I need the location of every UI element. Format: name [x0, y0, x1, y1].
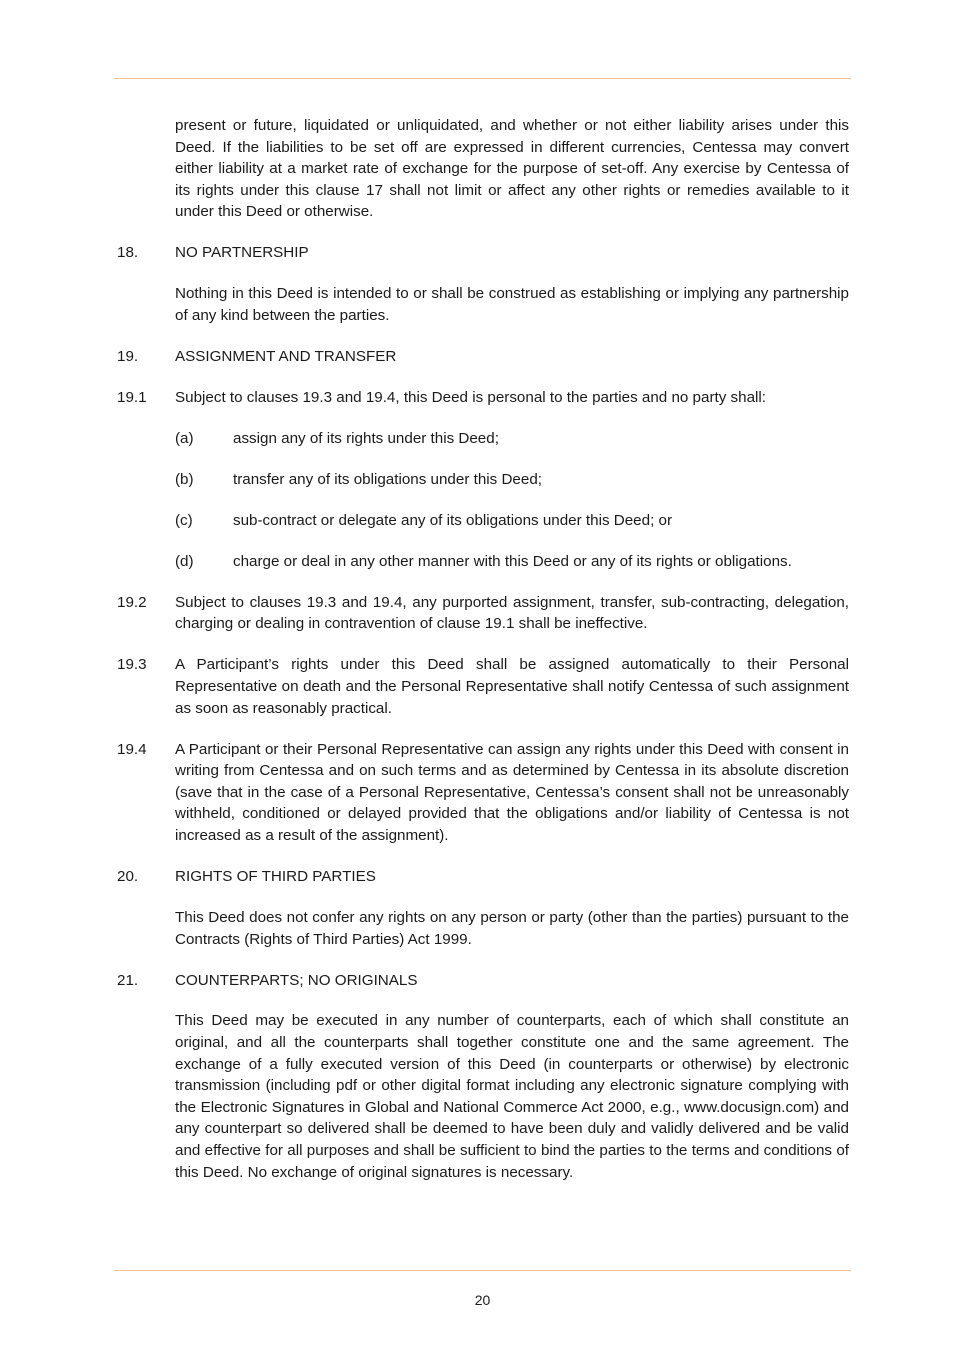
footer-rule: [114, 1270, 851, 1271]
subclause-text: A Participant or their Personal Representative can assign any rights under this Deed with consent in writing from Centessa and on such terms and as determined by Centessa in its absolute discretion (save that in the case of a Personal Representative, Centessa’s consent shall not be unreasonably withheld, conditioned or delayed provided that the obligations and/or liability of Centessa is not increased as a result of the assignment).: [175, 740, 849, 844]
list-item-text: charge or deal in any other manner with this Deed or any of its rights or obligations.: [233, 552, 792, 570]
list-item-text: sub-contract or delegate any of its obligations under this Deed; or: [233, 511, 673, 529]
document-body: [117, 115, 849, 1183]
clause-19-2: [117, 592, 849, 635]
clause-heading: COUNTERPARTS; NO ORIGINALS: [175, 971, 418, 989]
list-item: [175, 510, 849, 532]
list-item-label: (b): [175, 470, 194, 488]
clause-heading: RIGHTS OF THIRD PARTIES: [175, 867, 376, 885]
header-rule: [114, 78, 851, 79]
clause-heading: ASSIGNMENT AND TRANSFER: [175, 347, 397, 365]
clause-20-heading: [117, 866, 849, 888]
list-item-label: (d): [175, 552, 194, 570]
clause-17-continuation: present or future, liquidated or unliquidated, and whether or not either liability arises under this Deed. If the liabilities to be set off are expressed in different currencies, Centessa may convert either liability at a market rate of exchange for the purpose of set-off. Any exercise by Centessa of its rights under this clause 17 shall not limit or affect any other rights or remedies available to it under this Deed or otherwise.: [175, 117, 849, 221]
clause-18-body: Nothing in this Deed is intended to or shall be construed as establishing or implying any partnership of any kind between the parties.: [175, 285, 849, 324]
list-item-label: (a): [175, 429, 194, 447]
clause-20-body: This Deed does not confer any rights on any person or party (other than the parties) pursuant to the Contracts (Rights of Third Parties) Act 1999.: [175, 908, 849, 948]
clause-19-1: [117, 387, 849, 409]
clause-19-heading: [117, 346, 849, 368]
clause-21-heading: [117, 970, 849, 992]
clause-19-4: [117, 739, 849, 847]
list-item: [175, 551, 849, 573]
list-item-text: transfer any of its obligations under this Deed;: [233, 470, 542, 488]
clause-number: 19.: [117, 347, 139, 365]
clause-21-body: This Deed may be executed in any number of counterparts, each of which shall constitute an original, and all the counterparts shall together constitute one and the same agreement. The exchange of a fully executed version of this Deed (in counterparts or otherwise) by electronic transmission (including pdf or other digital format including any electronic signature complying with the Electronic Signatures in Global and National Commerce Act 2000, e.g., www.docusign.com) and any counterpart so delivered shall be deemed to have been duly and validly delivered and be valid and effective for all purposes and shall be sufficient to bind the parties to the terms and conditions of this Deed. No exchange of original signatures is necessary.: [175, 1012, 849, 1181]
clause-number: 21.: [117, 971, 139, 989]
subclause-number: 19.3: [117, 656, 147, 674]
subclause-text: A Participant’s rights under this Deed shall be assigned automatically to their Personal Representative on death and the Personal Representative shall notify Centessa of such assignment as soon as reasonably practical.: [175, 656, 849, 717]
subclause-number: 19.4: [117, 740, 147, 758]
subclause-number: 19.2: [117, 593, 147, 611]
clause-number: 18.: [117, 244, 139, 262]
list-item-label: (c): [175, 511, 193, 529]
list-item-text: assign any of its rights under this Deed;: [233, 429, 499, 447]
list-item: [175, 428, 849, 450]
clause-18-heading: [117, 242, 849, 264]
clause-heading: NO PARTNERSHIP: [175, 244, 309, 262]
list-item: [175, 469, 849, 491]
page-number: 20: [474, 1292, 491, 1308]
subclause-number: 19.1: [117, 388, 147, 406]
subclause-text: Subject to clauses 19.3 and 19.4, this Deed is personal to the parties and no party shall:: [175, 388, 766, 406]
clause-19-3: [117, 654, 849, 719]
subclause-text: Subject to clauses 19.3 and 19.4, any purported assignment, transfer, sub-contracting, delegation, charging or dealing in contravention of clause 19.1 shall be ineffective.: [175, 593, 849, 633]
clause-number: 20.: [117, 867, 139, 885]
